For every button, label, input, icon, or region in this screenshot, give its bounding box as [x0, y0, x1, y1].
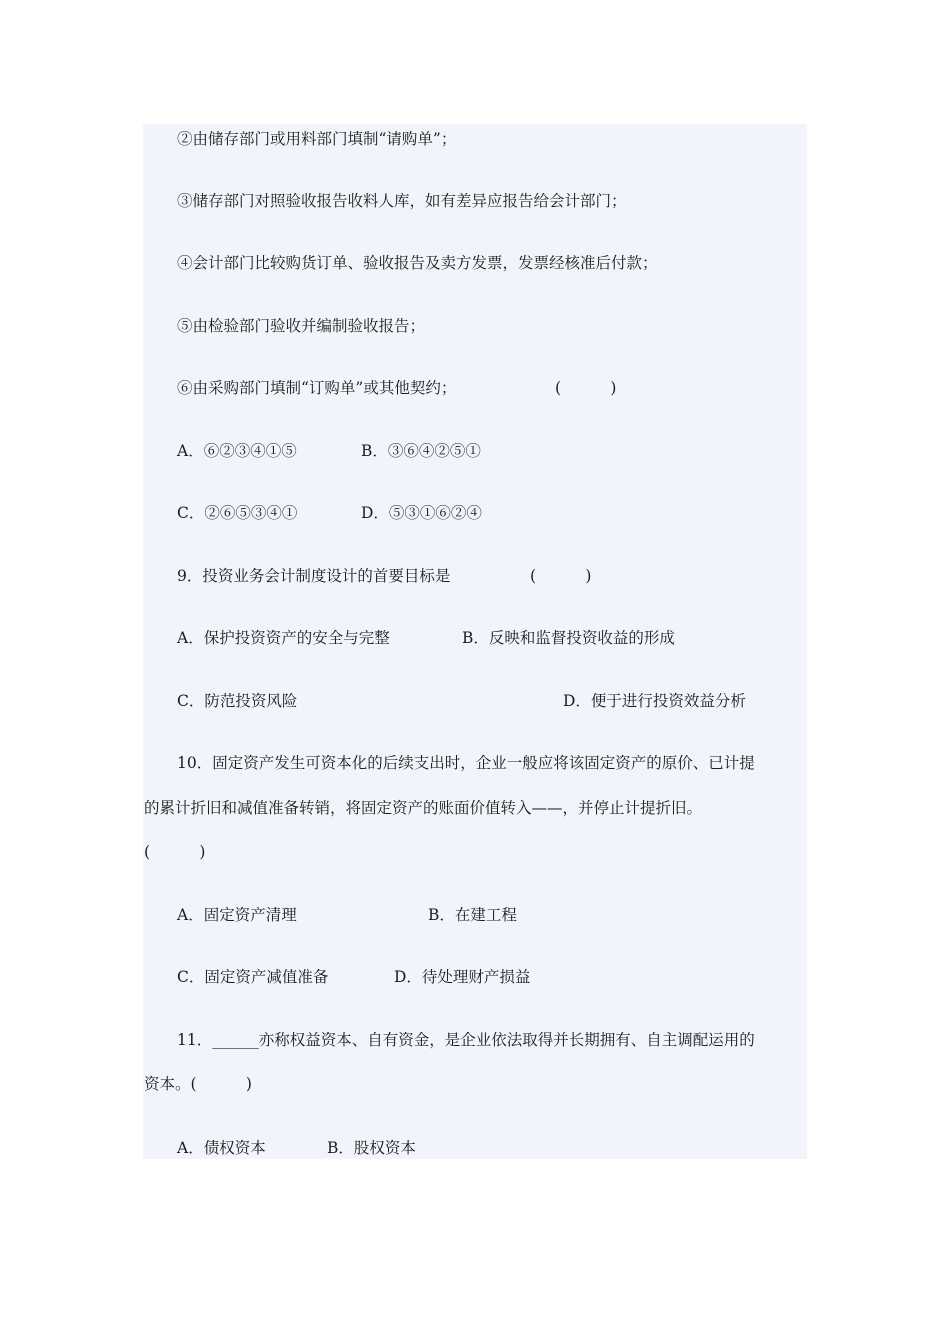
q9-option-b: B．反映和监督投资收益的形成 — [462, 629, 675, 647]
q9-answer-bracket: ( ) — [530, 567, 592, 585]
q8-option-a: A．⑥②③④①⑤ — [177, 442, 297, 460]
q11-option-b: B．股权资本 — [327, 1139, 416, 1157]
q8-option-d: D．⑤③①⑥②④ — [361, 504, 482, 522]
q10-option-b: B．在建工程 — [428, 906, 517, 924]
q8-step-6: ⑥由采购部门填制“订购单”或其他契约； — [177, 379, 457, 397]
q10-option-a: A．固定资产清理 — [177, 906, 297, 924]
q9-stem: 9．投资业务会计制度设计的首要目标是 — [177, 567, 451, 585]
q8-step-3: ③储存部门对照验收报告收料人库，如有差异应报告给会计部门； — [177, 192, 627, 210]
q9-option-d: D．便于进行投资效益分析 — [563, 692, 746, 710]
q10-option-c: C．固定资产减值准备 — [177, 968, 329, 986]
q11-stem-line1: 11．______亦称权益资本、自有资金，是企业依法取得并长期拥有、自主调配运用的 — [177, 1031, 755, 1049]
q11-option-a: A．债权资本 — [177, 1139, 266, 1157]
q8-step-5: ⑤由检验部门验收并编制验收报告； — [177, 317, 426, 335]
q10-stem-line1: 10．固定资产发生可资本化的后续支出时，企业一般应将该固定资产的原价、已计提 — [177, 754, 755, 772]
q8-option-b: B．③⑥④②⑤① — [361, 442, 481, 460]
q10-option-d: D．待处理财产损益 — [394, 968, 531, 986]
q9-option-a: A．保护投资资产的安全与完整 — [177, 629, 390, 647]
q8-answer-bracket: ( ) — [555, 379, 617, 397]
q9-option-c: C．防范投资风险 — [177, 692, 298, 710]
q8-step-4: ④会计部门比较购货订单、验收报告及卖方发票，发票经核准后付款； — [177, 254, 658, 272]
q8-option-c: C．②⑥⑤③④① — [177, 504, 298, 522]
q8-step-2: ②由储存部门或用料部门填制“请购单”； — [177, 130, 457, 148]
q10-stem-line2: 的累计折旧和减值准备转销，将固定资产的账面价值转入——，并停止计提折旧。 — [144, 799, 703, 817]
q10-answer-bracket: ( ) — [144, 843, 206, 861]
q11-stem-line2: 资本。( ) — [144, 1075, 252, 1093]
